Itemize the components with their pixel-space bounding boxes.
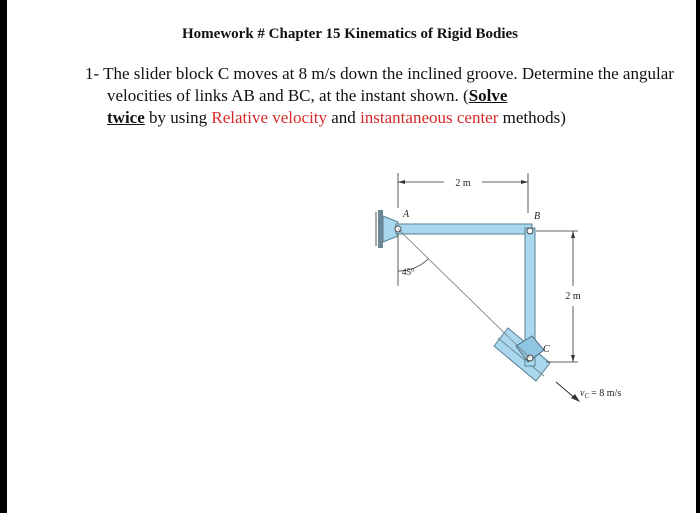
wall-support bbox=[378, 210, 383, 248]
angle-label: 45° bbox=[402, 267, 415, 277]
twice-word: twice bbox=[107, 108, 145, 127]
problem-text-and: and bbox=[331, 108, 356, 127]
mechanism-figure bbox=[360, 168, 660, 418]
page-title: Homework # Chapter 15 Kinematics of Rigid Bodies bbox=[182, 26, 518, 42]
problem-text-2: by using bbox=[149, 108, 208, 127]
solve-word: Solve bbox=[468, 86, 508, 105]
method-instantaneous-center: instantaneous center bbox=[360, 108, 499, 127]
label-a: A bbox=[403, 209, 410, 220]
link-ab bbox=[396, 224, 532, 234]
problem-number: 1- bbox=[85, 64, 100, 83]
dim-top-label: 2 m bbox=[455, 178, 471, 189]
left-border bbox=[0, 0, 7, 513]
velocity-label: $v_C = 8$ m/s bbox=[580, 388, 622, 400]
method-relative-velocity: Relative velocity bbox=[211, 108, 328, 127]
pin-b bbox=[527, 228, 533, 234]
problem-text-1: The slider block C moves at 8 m/s down the inclined groove. Determine the angular velocities of links AB and BC, at the instant shown. ( bbox=[103, 64, 674, 105]
problem-statement bbox=[85, 63, 687, 129]
problem-text-3: methods) bbox=[502, 108, 566, 127]
dim-top-arrow-right bbox=[521, 180, 528, 184]
dim-right-arrow-top bbox=[571, 231, 575, 238]
velocity-arrowhead bbox=[571, 394, 580, 402]
dim-top-arrow-left bbox=[398, 180, 405, 184]
line-ac bbox=[398, 229, 530, 358]
right-border bbox=[696, 0, 700, 513]
label-c: C bbox=[543, 344, 550, 355]
label-b: B bbox=[534, 211, 541, 222]
mechanism-diagram bbox=[360, 168, 660, 418]
dim-right-label: 2 m bbox=[565, 291, 581, 302]
dim-right-arrow-bottom bbox=[571, 355, 575, 362]
